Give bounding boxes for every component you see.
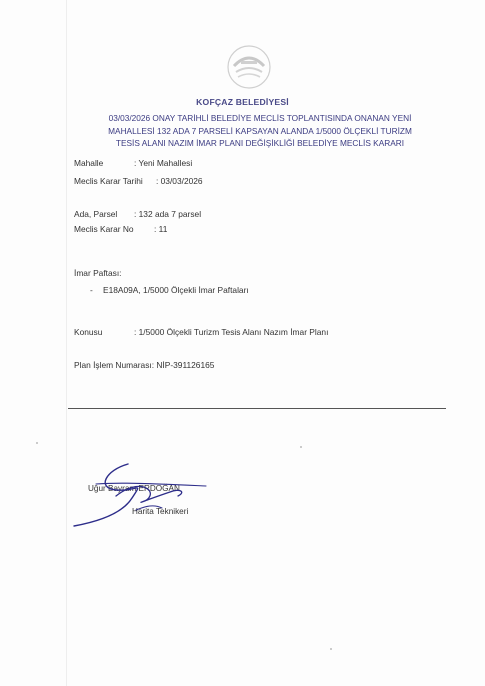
signatory-title: Harita Teknikeri (132, 507, 189, 516)
ada-parsel-value: : 132 ada 7 parsel (134, 209, 202, 219)
divider (68, 408, 446, 409)
plan-islem-number: Plan İşlem Numarası: NİP-391126165 (74, 360, 215, 370)
speck (330, 648, 332, 650)
title-line-2: MAHALLESİ 132 ADA 7 PARSELİ KAPSAYAN ALANDA 1/5000 ÖLÇEKLİ TURİZM (108, 125, 412, 136)
meclis-tarih-value: : 03/03/2026 (156, 176, 203, 186)
konusu-value: : 1/5000 Ölçekli Turizm Tesis Alanı Nazım İmar Planı (134, 327, 329, 337)
handwritten-signature (66, 458, 216, 530)
karar-no-value: : 11 (154, 224, 168, 234)
imar-pafta-label: İmar Paftası: (74, 268, 122, 278)
speck (300, 446, 302, 448)
mahalle-label: Mahalle (74, 158, 104, 168)
signatory-name: Uğur Bayram ERDOĞAN (88, 484, 180, 493)
imar-pafta-value: E18A09A, 1/5000 Ölçekli İmar Paftaları (103, 285, 249, 295)
mahalle-value: : Yeni Mahallesi (134, 158, 193, 168)
document-title (70, 112, 450, 150)
konusu-label: Konusu (74, 327, 103, 337)
meclis-tarih-label: Meclis Karar Tarihi (74, 176, 143, 186)
ada-parsel-label: Ada, Parsel (74, 209, 118, 219)
imar-pafta-dash: - (90, 285, 93, 295)
title-line-1: 03/03/2026 ONAY TARİHLİ BELEDİYE MECLİS TOPLANTISINDA ONANAN YENİ (108, 113, 412, 123)
karar-no-label: Meclis Karar No (74, 224, 134, 234)
title-line-3: TESİS ALANI NAZIM İMAR PLANI DEĞİŞİKLİĞİ BELEDİYE MECLİS KARARI (115, 138, 405, 148)
speck (36, 442, 38, 444)
municipality-seal-icon (226, 44, 272, 90)
organization-name: KOFÇAZ BELEDİYESİ (196, 97, 289, 107)
